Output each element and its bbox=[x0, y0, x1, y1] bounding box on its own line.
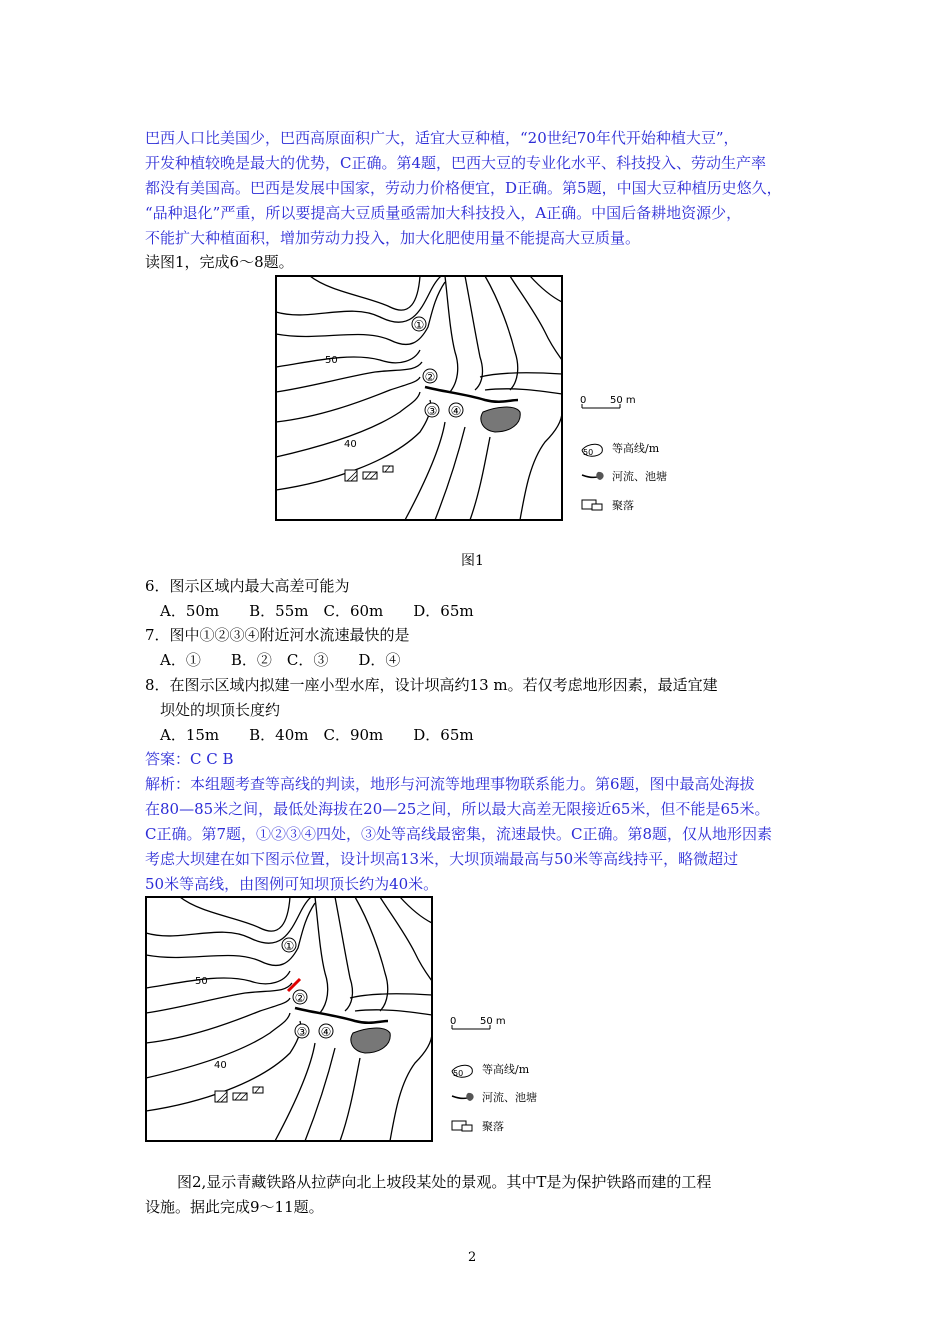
question-7-options: A．① B．② C．③ D．④ bbox=[160, 651, 401, 669]
analysis-line-1: 解析：本组题考查等高线的判读，地形与河流等地理事物联系能力。第6题，图中最高处海拔 bbox=[145, 775, 755, 793]
scale-label: 50 m bbox=[480, 1016, 506, 1027]
figure-2-intro-line-1: 图2,显示青藏铁路从拉萨向北上坡段某处的景观。其中T是为保护铁路而建的工程 bbox=[177, 1173, 712, 1191]
marker-4: ④ bbox=[450, 404, 462, 418]
legend-settlement: 聚落 bbox=[482, 1120, 504, 1133]
question-8-stem-cont: 坝处的坝顶长度约 bbox=[160, 701, 281, 719]
legend-settlement: 聚落 bbox=[612, 499, 634, 512]
marker-3: ③ bbox=[296, 1025, 308, 1039]
analysis-prev-line-4: “品种退化”严重，所以要提高大豆质量亟需加大科技投入，A正确。中国后备耕地资源少， bbox=[145, 204, 742, 222]
analysis-line-3: C正确。第7题，①②③④四处，③处等高线最密集，流速最快。C正确。第8题，仅从地形因素 bbox=[145, 825, 773, 843]
analysis-prev-line-3: 都没有美国高。巴西是发展中国家，劳动力价格便宜，D正确。第5题，中国大豆种植历史悠久， bbox=[145, 179, 782, 197]
question-7-stem: 7．图中①②③④附近河水流速最快的是 bbox=[145, 626, 410, 644]
scale-zero: 0 bbox=[450, 1016, 457, 1027]
legend-contour: 等高线/m bbox=[612, 442, 660, 455]
question-6-stem: 6．图示区域内最大高差可能为 bbox=[145, 577, 350, 595]
marker-1: ① bbox=[413, 318, 425, 332]
question-6-options: A．50m B．55m C．60m D．65m bbox=[160, 602, 474, 620]
scale-label: 50 m bbox=[610, 395, 636, 406]
legend-contour-sample: 50 bbox=[583, 448, 594, 457]
figure-2-intro-line-2: 设施。据此完成9～11题。 bbox=[145, 1198, 324, 1216]
contour-map-with-dam bbox=[140, 893, 560, 1147]
intro-text: 读图1，完成6～8题。 bbox=[145, 253, 294, 271]
contour-label-50: 50 bbox=[325, 355, 338, 366]
analysis-prev-line-2: 开发种植较晚是最大的优势，C正确。第4题，巴西大豆的专业化水平、科技投入、劳动生产率 bbox=[145, 154, 767, 172]
marker-3: ③ bbox=[426, 404, 438, 418]
question-8-options: A．15m B．40m C．90m D．65m bbox=[160, 726, 474, 744]
question-8-stem: 8．在图示区域内拟建一座小型水库，设计坝高约13 m。若仅考虑地形因素，最适宜建 bbox=[145, 676, 718, 694]
page-number: 2 bbox=[468, 1250, 477, 1265]
marker-2: ② bbox=[424, 370, 436, 384]
analysis-line-4: 考虑大坝建在如下图示位置，设计坝高13米，大坝顶端最高与50米等高线持平，略微超过 bbox=[145, 850, 739, 868]
contour-label-40: 40 bbox=[214, 1060, 227, 1071]
legend-river: 河流、池塘 bbox=[612, 470, 667, 483]
legend-contour-sample: 50 bbox=[453, 1069, 464, 1078]
scale-zero: 0 bbox=[580, 395, 587, 406]
analysis-line-5: 50米等高线，由图例可知坝顶长约为40米。 bbox=[145, 875, 439, 893]
figure-1-caption: 图1 bbox=[461, 553, 484, 569]
marker-1: ① bbox=[283, 939, 295, 953]
contour-map-figure-1 bbox=[270, 272, 690, 526]
legend-contour: 等高线/m bbox=[482, 1063, 530, 1076]
marker-4: ④ bbox=[320, 1025, 332, 1039]
marker-2: ② bbox=[294, 991, 306, 1005]
analysis-line-2: 在80—85米之间，最低处海拔在20—25之间，所以最大高差无限接近65米，但不能是65米。 bbox=[145, 800, 770, 818]
contour-label-40: 40 bbox=[344, 439, 357, 450]
analysis-prev-line-1: 巴西人口比美国少，巴西高原面积广大，适宜大豆种植，“20世纪70年代开始种植大豆”， bbox=[145, 129, 739, 147]
contour-label-50: 50 bbox=[195, 976, 208, 987]
analysis-prev-line-5: 不能扩大种植面积，增加劳动力投入，加大化肥使用量不能提高大豆质量。 bbox=[145, 229, 641, 247]
answer-line: 答案：C C B bbox=[145, 750, 234, 768]
legend-river: 河流、池塘 bbox=[482, 1091, 537, 1104]
